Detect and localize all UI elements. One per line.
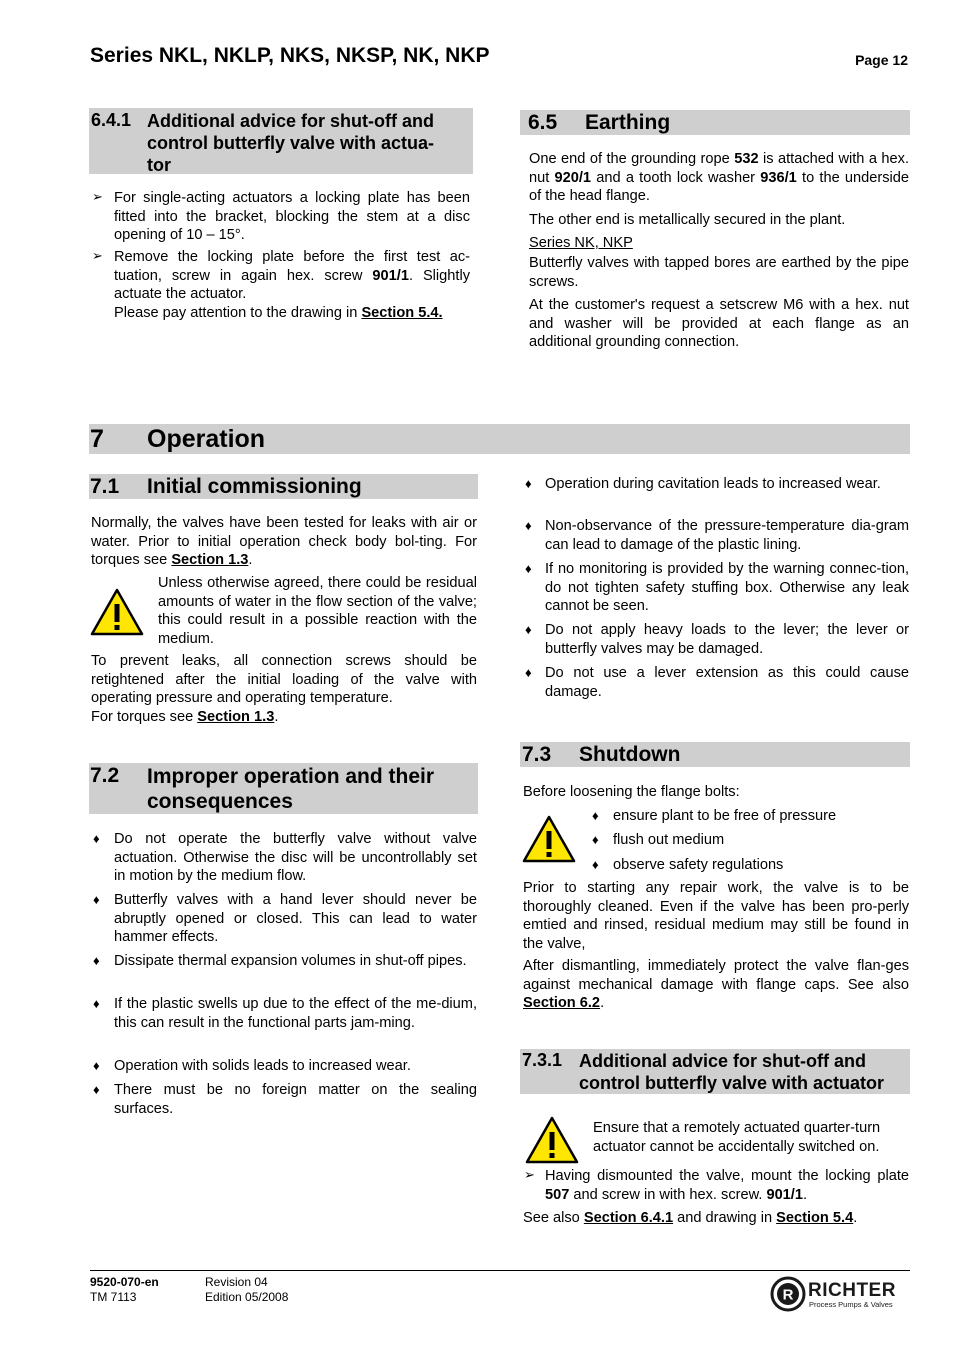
part-number: 507 [545,1186,570,1203]
section-number: 6.4.1 [91,110,132,130]
list-item: Dissipate thermal expansion volumes in shut-off pipes. [114,953,467,969]
text: Remove the locking plate before the first test ac-tuation, screw in again hex. screw [114,249,470,284]
paragraph [91,652,477,726]
chapter-7-heading [89,424,910,454]
text: After dismantling, immediately protect the valve flan-ges against mechanical damage with flange caps. See also [523,958,909,993]
text: Normally, the valves have been tested for leaks with air or water. Prior to initial operation check body bol-ting. For torques see [91,515,477,568]
text: . [853,1210,858,1226]
part-number: 936/1 [760,169,797,186]
section-number: 7.3.1 [522,1050,563,1070]
text: . Slightly actuate the actuator. [114,267,470,302]
list-item: Operation with solids leads to increased wear. [114,1058,411,1074]
section-number: 7.2 [90,764,120,787]
diamond-bullet-icon: ♦ [592,808,599,823]
section-title [147,764,434,814]
list-item: There must be no foreign matter on the sealing surfaces. [114,1082,477,1117]
richter-logo-icon [770,1276,806,1312]
diamond-bullet-icon: ♦ [525,561,532,576]
text: . [600,995,605,1011]
list-item: Do not apply heavy loads to the lever; the lever or butterfly valves may be damaged. [545,622,909,657]
paragraph [91,514,477,570]
section-731-heading [520,1049,910,1094]
logo-tagline: Process Pumps & Valves [809,1300,893,1309]
title-line: consequences [147,790,293,813]
text: to the underside of the head flange. [529,169,909,204]
page-number: Page 12 [855,52,908,68]
section-link[interactable]: Section 1.3 [197,708,275,725]
diamond-bullet-icon: ♦ [93,831,100,846]
list-item: Operation during cavitation leads to increased wear. [545,476,881,492]
section-65-heading [520,110,910,135]
list-item [114,248,470,322]
section-title [147,110,434,176]
text: To prevent leaks, all connection screws should be retightened after the initial loading of the valve with operating pressure and operating temperature. [91,653,477,706]
paragraph [529,150,909,206]
paragraph [523,1209,909,1228]
section-link[interactable]: Section 5.4 [776,1210,854,1226]
text: Having dismounted the valve, mount the locking plate [545,1168,909,1184]
text: and drawing in [673,1210,777,1226]
title-line: Additional advice for shut-off and [579,1051,866,1071]
list-item: For single-acting actuators a locking plate has been fitted into the bracket, blocking the stem at a disc opening of 10 – 15°. [114,190,470,243]
arrow-bullet-icon: ➢ [92,189,103,204]
paragraph: Prior to starting any repair work, the valve is to be thoroughly cleaned. Even if the valve has been pro-perly emtied and rinsed, residual medium may still be found in the valve, [523,880,909,952]
list-item: Butterfly valves with a hand lever should never be abruptly opened or closed. This can lead to water hammer effects. [114,892,477,945]
diamond-bullet-icon: ♦ [93,892,100,907]
diamond-bullet-icon: ♦ [93,1082,100,1097]
section-71-heading [89,474,478,499]
diamond-bullet-icon: ♦ [93,953,100,968]
text: Please pay attention to the drawing in [114,304,362,321]
svg-text:R: R [782,1286,794,1304]
title-line: control butterfly valve with actua- [147,133,435,153]
list-item: Do not use a lever extension as this could cause damage. [545,665,909,700]
section-number: 6.5 [528,111,558,134]
list-item: If no monitoring is provided by the warning connec-tion, do not tighten safety stuffing box. Otherwise any leak cannot be seen. [545,561,909,614]
edition: Edition 05/2008 [205,1290,289,1304]
diamond-bullet-icon: ♦ [93,996,100,1011]
list-item: ensure plant to be free of pressure [613,808,837,824]
diamond-bullet-icon: ♦ [592,832,599,847]
warning-icon [90,588,144,636]
section-link[interactable]: Section 5.4. [361,304,443,321]
paragraph: Before loosening the flange bolts: [523,784,740,800]
text: One end of the grounding rope [529,151,735,167]
tm-number: TM 7113 [90,1290,137,1304]
subheading [529,234,909,253]
diamond-bullet-icon: ♦ [525,622,532,637]
section-title [579,1050,884,1094]
section-72-heading [89,763,478,814]
document-number: 9520-070-en [90,1275,159,1289]
chapter-number: 7 [90,425,104,453]
warning-icon [521,815,577,863]
text: . [248,552,253,568]
text: and a tooth lock washer [591,169,761,186]
paragraph: Butterfly valves with tapped bores are earthed by the pipe screws. [529,255,909,290]
arrow-bullet-icon: ➢ [524,1167,535,1182]
list-item: observe safety regulations [613,857,784,873]
section-73-heading [520,742,910,767]
diamond-bullet-icon: ♦ [525,665,532,680]
list-item: flush out medium [613,832,725,848]
text: Series NK, NKP [529,235,633,251]
part-number: 920/1 [554,169,592,186]
title-line: tor [147,155,171,175]
text: For torques see [91,708,198,725]
section-641-heading [89,108,473,174]
list-item: Do not operate the butterfly valve without valve actuation. Otherwise the disc will be uncontrollably set in motion by the medium flow. [114,831,477,884]
section-number: 7.1 [90,475,120,498]
section-link[interactable]: Section 6.4.1 [583,1210,674,1226]
title-line: Additional advice for shut-off and [147,111,434,131]
diamond-bullet-icon: ♦ [93,1058,100,1073]
section-title: Earthing [585,111,671,134]
section-title: Initial commissioning [147,475,362,498]
diamond-bullet-icon: ♦ [592,857,599,872]
part-number: 901/1 [766,1186,803,1203]
paragraph: At the customer's request a setscrew M6 with a hex. nut and washer will be provided at each flange as an additional grounding connection. [529,297,909,350]
footer-divider [90,1270,910,1271]
list-item: If the plastic swells up due to the effect of the me-dium, this can result in the functional parts jam-ming. [114,996,477,1031]
list-item: Non-observance of the pressure-temperature dia-gram can lead to damage of the plastic lining. [545,518,909,553]
text: . [802,1186,808,1203]
logo-text: RICHTER [808,1280,896,1301]
text: See also [523,1210,584,1226]
document-title: Series NKL, NKLP, NKS, NKSP, NK, NKP [90,44,490,67]
diamond-bullet-icon: ♦ [525,518,532,533]
chapter-title: Operation [147,425,266,453]
footer-doc-info [90,1275,159,1305]
text: and screw in with hex. screw. [569,1186,767,1203]
part-number: 532 [734,151,759,167]
section-link[interactable]: Section 1.3 [171,552,249,568]
revision: Revision 04 [205,1275,268,1289]
paragraph: The other end is metallically secured in the plant. [529,212,846,228]
warning-text: Ensure that a remotely actuated quarter-turn actuator cannot be accidentally switched on. [593,1120,881,1155]
title-line: control butterfly valve with actuator [579,1073,885,1093]
section-link[interactable]: Section 6.2 [523,995,601,1011]
paragraph [523,957,909,1013]
section-number: 7.3 [522,743,552,766]
text: is attached with a hex. nut [529,151,909,186]
part-number: 901/1 [372,267,409,284]
arrow-bullet-icon: ➢ [92,248,103,263]
list-item [545,1167,909,1204]
warning-text: Unless otherwise agreed, there could be residual amounts of water in the flow section of the valve; this could result in a possible reaction with the medium. [158,575,477,647]
text: . [274,708,279,725]
richter-logo [770,1276,910,1312]
section-title: Shutdown [579,743,681,766]
diamond-bullet-icon: ♦ [525,476,532,491]
warning-icon [524,1116,580,1164]
footer-revision-info [205,1275,288,1305]
title-line: Improper operation and their [147,765,435,788]
